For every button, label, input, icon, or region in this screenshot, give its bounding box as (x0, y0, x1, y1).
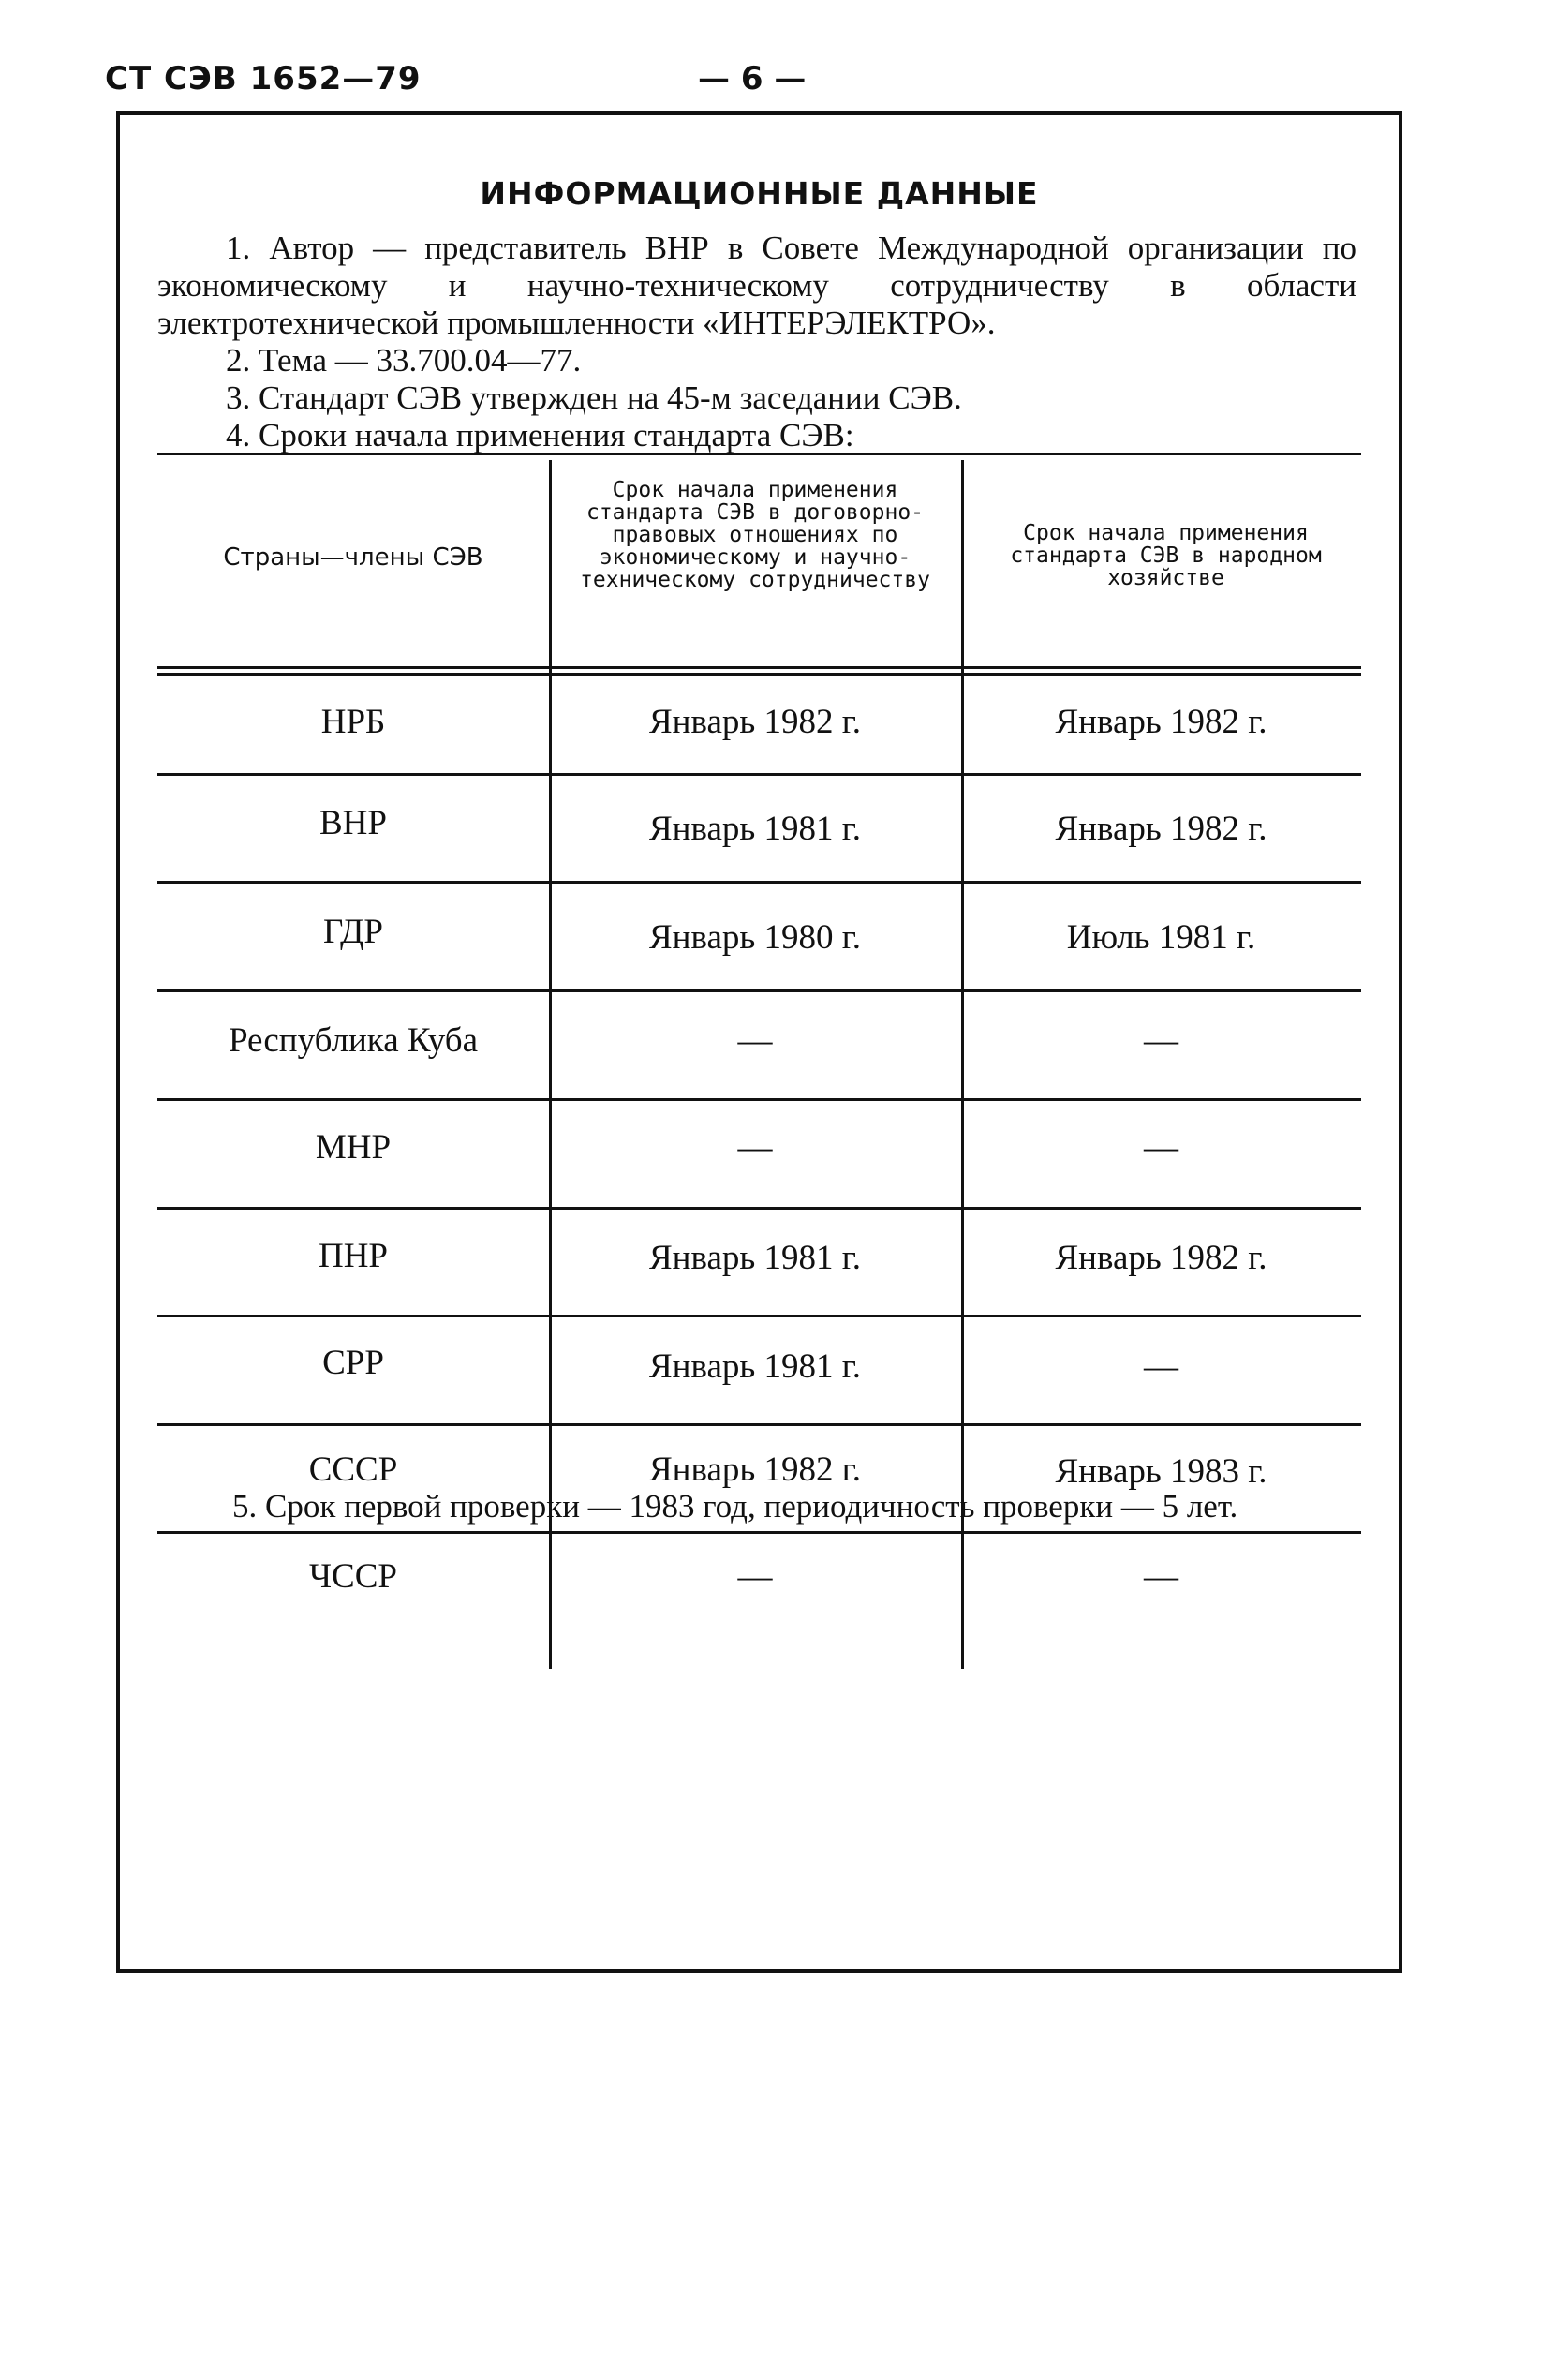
row-rule (157, 989, 1361, 992)
table-cell-contract: — (737, 1021, 773, 1060)
row-rule (157, 881, 1361, 884)
table-cell-country: ПНР (318, 1237, 389, 1275)
row-rule (157, 1207, 1361, 1210)
table-cell-economy: — (1144, 1021, 1178, 1060)
table-cell-country: СРР (322, 1344, 384, 1382)
table-cell-economy: — (1144, 1557, 1178, 1596)
row-rule (157, 1531, 1361, 1534)
table-cell-contract: Январь 1982 г. (648, 703, 861, 741)
table-cell-economy: Январь 1982 г. (1055, 703, 1267, 741)
table-cell-contract: Январь 1981 г. (648, 1239, 861, 1277)
table-cell-economy: Январь 1982 г. (1055, 810, 1267, 848)
row-rule (157, 1098, 1361, 1101)
header-rule (157, 666, 1361, 669)
terms-item: 4. Сроки начала применения стандарта СЭВ: (226, 417, 854, 454)
page-number: — 6 — (698, 60, 807, 97)
table-cell-country: МНР (315, 1128, 392, 1167)
table-cell-contract: Январь 1980 г. (648, 918, 861, 957)
topic-item: 2. Тема — 33.700.04—77. (226, 342, 582, 379)
table-cell-contract: Январь 1981 г. (648, 1347, 861, 1386)
approval-item: 3. Стандарт СЭВ утвержден на 45-м заседании СЭВ. (226, 379, 962, 416)
table-cell-economy: Январь 1983 г. (1055, 1452, 1267, 1491)
row-rule (157, 1423, 1361, 1426)
table-cell-economy: — (1144, 1347, 1178, 1386)
review-terms: 5. Срок первой проверки — 1983 год, периодичность проверки — 5 лет. (232, 1488, 1238, 1525)
table-cell-contract: Январь 1981 г. (648, 810, 861, 848)
header-economy-term: Срок начала применения стандарта СЭВ в народном хозяйстве (1010, 521, 1322, 590)
table-cell-country: ЧССР (309, 1557, 397, 1596)
header-contract-term: Срок начала применения стандарта СЭВ в договорно-правовых отношениях по экономическому и научно-техническому сотрудничеству (580, 478, 930, 592)
section-title: ИНФОРМАЦИОННЫЕ ДАННЫЕ (480, 175, 1039, 212)
info-frame (116, 111, 1402, 1973)
table-cell-country: ГДР (323, 913, 383, 951)
table-cell-contract: — (737, 1557, 773, 1596)
row-rule (157, 1315, 1361, 1317)
author-paragraph: 1. Автор — представитель ВНР в Совете Международной организации по экономическому и научно-техническому сотрудничеству в области электротехнической промышленности «ИНТЕРЭЛЕКТРО». (157, 230, 1356, 341)
table-cell-country: ВНР (319, 804, 387, 842)
row-rule (157, 773, 1361, 776)
table-cell-country: Республика Куба (228, 1021, 479, 1060)
table-cell-economy: — (1144, 1128, 1178, 1167)
document-code: СТ СЭВ 1652—79 (105, 60, 422, 97)
table-cell-country: СССР (308, 1450, 398, 1489)
table-cell-contract: Январь 1982 г. (648, 1450, 861, 1489)
header-countries: Страны—члены СЭВ (223, 543, 483, 572)
header-rule-2 (157, 673, 1361, 676)
table-cell-contract: — (737, 1128, 773, 1167)
table-cell-economy: Июль 1981 г. (1066, 918, 1256, 957)
table-top-rule (157, 453, 1361, 455)
table-cell-economy: Январь 1982 г. (1055, 1239, 1267, 1277)
table-cell-country: НРБ (320, 703, 386, 741)
